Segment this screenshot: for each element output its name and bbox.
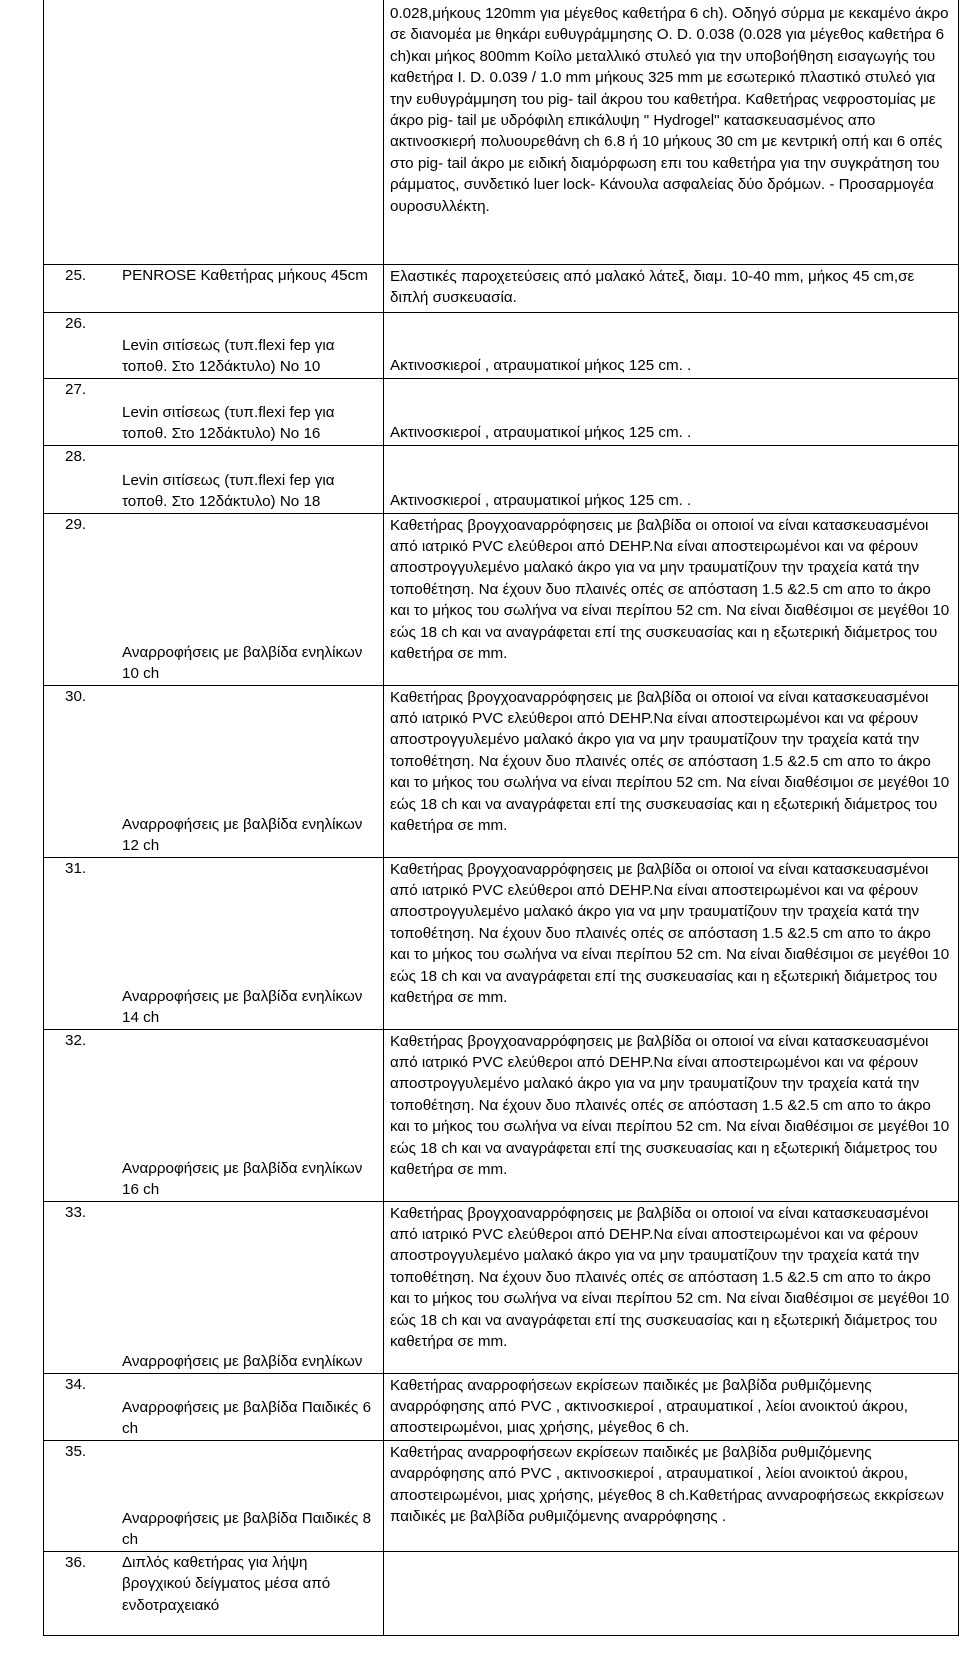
item-name: Levin σιτίσεως (τυπ.flexi fep για τοποθ. Στο 12δάκτυλο) No 16: [122, 403, 335, 443]
item-cell: [44, 1440, 384, 1551]
item-description: Ακτινοσκιεροί , ατραυματικοί μήκος 125 cm. .: [384, 312, 959, 378]
item-number: 27.: [65, 380, 87, 398]
table-row: [44, 445, 959, 513]
item-name: Αναρροφήσεις με βαλβίδα ενηλίκων 10 ch: [122, 643, 363, 683]
item-number: 31.: [65, 859, 87, 877]
item-description: Καθετήρας βρογχοαναρρόφησεις με βαλβίδα οι οποιοί να είναι κατασκευασμένοι από ιατρικό PVC ελεύθεροι από DEHP.Να είναι αποστειρωμένοι και να φέρουν αποστρογγυλεμένο μαλακό άκρο για να μην τραυματίζουν την τραχεία κατά την τοποθέτηση. Να έχουν δυο πλαινές οπές σε απόσταση 1.5 &2.5 cm απο το άκρο και το μήκος του σωλήνα να είναι περίπου 52 cm. Να είναι διαθέσιμοι σε μεγέθοι 10 εώς 18 ch και να αναγράφεται επί της συσκευασίας και η εξωτερική διάμετρος του καθετήρα σε mm.: [384, 513, 959, 685]
table-row: [44, 685, 959, 857]
item-number: 34.: [65, 1375, 87, 1393]
spec-document: [43, 0, 950, 1636]
item-description: Καθετήρας αναρροφήσεων εκρίσεων παιδικές με βαλβίδα ρυθμιζόμενης αναρρόφησης από PVC , ακτινοσκιεροί , ατραυματικοί , λείοι ανοικτού άκρου, αποστειρωμένοι, μιας χρήσης, μέγεθος 8 ch.Καθετήρας ανναροφήσεως εκκρίσεων παιδικές με βαλβίδα ρυθμιζόμενης αναρρόφησης .: [384, 1440, 959, 1551]
item-description: Καθετήρας βρογχοαναρρόφησεις με βαλβίδα οι οποιοί να είναι κατασκευασμένοι από ιατρικό PVC ελεύθεροι από DEHP.Να είναι αποστειρωμένοι και να φέρουν αποστρογγυλεμένο μαλακό άκρο για να μην τραυματίζουν την τραχεία κατά την τοποθέτηση. Να έχουν δυο πλαινές οπές σε απόσταση 1.5 &2.5 cm απο το άκρο και το μήκος του σωλήνα να είναι περίπου 52 cm. Να είναι διαθέσιμοι σε μεγέθοι 10 εώς 18 ch και να αναγράφεται επί της συσκευασίας και η εξωτερική διάμετρος του καθετήρα σε mm.: [384, 1029, 959, 1201]
item-description: Καθετήρας αναρροφήσεων εκρίσεων παιδικές με βαλβίδα ρυθμιζόμενης αναρρόφησης από PVC , ακτινοσκιεροί , ατραυματικοί , λείοι ανοικτού άκρου, αποστειρωμένοι, μιας χρήσης, μέγεθος 6 ch.: [384, 1373, 959, 1440]
item-name: Αναρροφήσεις με βαλβίδα ενηλίκων 14 ch: [122, 987, 363, 1027]
item-name: Αναρροφήσεις με βαλβίδα ενηλίκων 16 ch: [122, 1159, 363, 1199]
specification-table: [43, 0, 959, 1636]
item-cell: [44, 445, 384, 513]
item-description: Ακτινοσκιεροί , ατραυματικοί μήκος 125 cm. .: [384, 378, 959, 445]
item-name: Levin σιτίσεως (τυπ.flexi fep για τοποθ. Στο 12δάκτυλο) No 10: [122, 336, 335, 376]
item-cell: [44, 857, 384, 1029]
item-name: Αναρροφήσεις με βαλβίδα Παιδικές 6 ch: [122, 1398, 372, 1438]
item-cell: [44, 1373, 384, 1440]
item-name: PENROSE Καθετήρας μήκους 45cm: [122, 266, 368, 284]
item-number: 35.: [65, 1442, 87, 1460]
item-number: 25.: [65, 266, 87, 284]
item-number: 29.: [65, 515, 87, 533]
table-row: [44, 1551, 959, 1635]
item-cell: [44, 513, 384, 685]
item-name: Διπλός καθετήρας για λήψη βρογχικού δείγματος μέσα από ενδοτραχειακό: [122, 1553, 331, 1614]
item-description: Καθετήρας βρογχοαναρρόφησεις με βαλβίδα οι οποιοί να είναι κατασκευασμένοι από ιατρικό PVC ελεύθεροι από DEHP.Να είναι αποστειρωμένοι και να φέρουν αποστρογγυλεμένο μαλακό άκρο για να μην τραυματίζουν την τραχεία κατά την τοποθέτηση. Να έχουν δυο πλαινές οπές σε απόσταση 1.5 &2.5 cm απο το άκρο και το μήκος του σωλήνα να είναι περίπου 52 cm. Να είναι διαθέσιμοι σε μεγέθοι 10 εώς 18 ch και να αναγράφεται επί της συσκευασίας και η εξωτερική διάμετρος του καθετήρα σε mm.: [384, 857, 959, 1029]
table-row: [44, 513, 959, 685]
item-description: Καθετήρας βρογχοαναρρόφησεις με βαλβίδα οι οποιοί να είναι κατασκευασμένοι από ιατρικό PVC ελεύθεροι από DEHP.Να είναι αποστειρωμένοι και να φέρουν αποστρογγυλεμένο μαλακό άκρο για να μην τραυματίζουν την τραχεία κατά την τοποθέτηση. Να έχουν δυο πλαινές οπές σε απόσταση 1.5 &2.5 cm απο το άκρο και το μήκος του σωλήνα να είναι περίπου 52 cm. Να είναι διαθέσιμοι σε μεγέθοι 10 εώς 18 ch και να αναγράφεται επί της συσκευασίας και η εξωτερική διάμετρος του καθετήρα σε mm.: [384, 1201, 959, 1373]
continuation-description: 0.028,μήκους 120mm για μέγεθος καθετήρα 6 ch). Οδηγό σύρμα με κεκαμένο άκρο σε διανομέα με θηκάρι ευθυγράμμησης Ο. D. 0.038 (0.028 για μέγεθος καθετήρα 6 ch)και μήκος 800mm Κοίλο μεταλλικό στυλεό για την υποβοήθηση εισαγωγής του καθετήρα I. D. 0.039 / 1.0 mm μήκους 325 mm με εσωτερικό πλαστικό στυλεό για την ευθυγράμμηση του pig- tail άκρου του καθετήρα. Καθετήρας νεφροστομίας με άκρο pig- tail με υδρόφιλη επικάλυψη " Hydrogel" κατασκευασμένος απο ακτινοσκιερή πολυουρεθάνη ch 6.8 ή 10 μήκους 30 cm με κεντρική οπή και 6 οπές στο pig- tail άκρο με ειδική διαμόρφωση επι του καθετήρα για την συγκράτηση του ράμματος, συνδετικό luer lock- Κάνουλα ασφαλείας δύο δρόμων. - Προσαρμογέα ουροσυλλέκτη.: [384, 0, 959, 264]
item-number: 36.: [65, 1553, 87, 1571]
item-cell: [44, 378, 384, 445]
table-row: [44, 378, 959, 445]
item-number: 30.: [65, 687, 87, 705]
table-row: [44, 312, 959, 378]
item-cell: [44, 312, 384, 378]
item-cell: [44, 264, 384, 312]
item-name: Αναρροφήσεις με βαλβίδα ενηλίκων 12 ch: [122, 815, 363, 855]
item-number: 26.: [65, 314, 87, 332]
item-description: [384, 1551, 959, 1635]
item-cell: [44, 685, 384, 857]
table-row: [44, 1029, 959, 1201]
item-cell: [44, 1551, 384, 1635]
table-row: [44, 857, 959, 1029]
item-name: Αναρροφήσεις με βαλβίδα Παιδικές 8 ch: [122, 1509, 372, 1549]
table-row: [44, 264, 959, 312]
item-description: Ακτινοσκιεροί , ατραυματικοί μήκος 125 cm. .: [384, 445, 959, 513]
table-row-continuation: [44, 0, 959, 264]
item-cell: [44, 1029, 384, 1201]
item-description: Ελαστικές παροχετεύσεις από μαλακό λάτεξ, διαμ. 10-40 mm, μήκος 45 cm,σε διπλή συσκευασία.: [384, 264, 959, 312]
item-number: 33.: [65, 1203, 87, 1221]
table-row: [44, 1201, 959, 1373]
item-cell-empty: [44, 0, 384, 264]
item-description: Καθετήρας βρογχοαναρρόφησεις με βαλβίδα οι οποιοί να είναι κατασκευασμένοι από ιατρικό PVC ελεύθεροι από DEHP.Να είναι αποστειρωμένοι και να φέρουν αποστρογγυλεμένο μαλακό άκρο για να μην τραυματίζουν την τραχεία κατά την τοποθέτηση. Να έχουν δυο πλαινές οπές σε απόσταση 1.5 &2.5 cm απο το άκρο και το μήκος του σωλήνα να είναι περίπου 52 cm. Να είναι διαθέσιμοι σε μεγέθοι 10 εώς 18 ch και να αναγράφεται επί της συσκευασίας και η εξωτερική διάμετρος του καθετήρα σε mm.: [384, 685, 959, 857]
item-number: 28.: [65, 447, 87, 465]
item-name: Αναρροφήσεις με βαλβίδα ενηλίκων: [122, 1353, 363, 1371]
item-name: Levin σιτίσεως (τυπ.flexi fep για τοποθ. Στο 12δάκτυλο) No 18: [122, 471, 335, 511]
item-cell: [44, 1201, 384, 1373]
item-number: 32.: [65, 1031, 87, 1049]
table-row: [44, 1373, 959, 1440]
table-row: [44, 1440, 959, 1551]
